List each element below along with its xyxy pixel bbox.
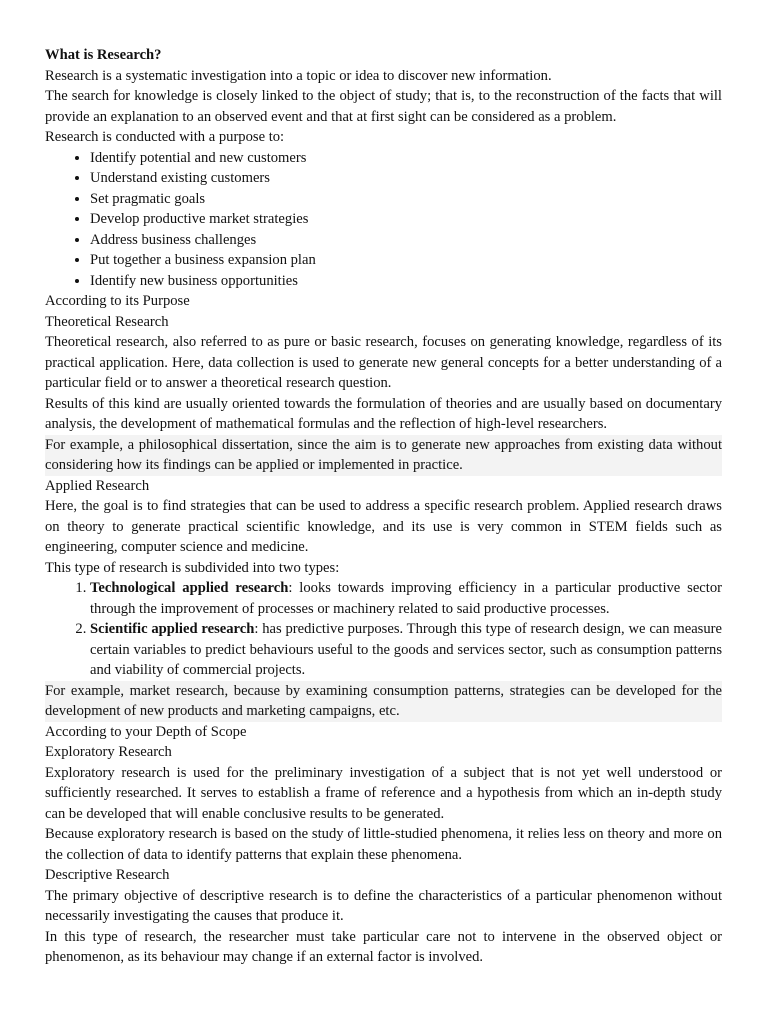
applied-paragraph-1: Here, the goal is to find strategies that can be used to address a specific research problem. Applied research draws on theory to generate practical scientific knowledge, and its use is very common in STEM fields such as engineering, computer science and medicine. [45, 498, 722, 555]
list-item [90, 578, 722, 619]
type-description: : has predictive purposes. Through this type of research design, we can measure certain variables to predict behaviours useful to the goods and services sector, such as consumption patterns and viability of commercial projects. [90, 621, 722, 678]
descriptive-paragraph-2: In this type of research, the researcher must take particular care not to intervene in the observed object or phenomenon, as its behaviour may change if an external factor is involved. [45, 928, 722, 965]
document-heading: What is Research? [45, 47, 162, 63]
exploratory-research-title: Exploratory Research [45, 744, 172, 760]
list-item: • Develop productive market strategies [90, 209, 722, 230]
list-item: • Identify potential and new customers [90, 148, 722, 169]
descriptive-research-title: Descriptive Research [45, 867, 170, 883]
list-item: • Identify new business opportunities [90, 271, 722, 292]
type-term: Technological applied research [90, 580, 289, 596]
exploratory-paragraph-2: Because exploratory research is based on the study of little-studied phenomena, it relies less on theory and more on the collection of data to identify patterns that explain these phenomena. [45, 826, 722, 863]
list-item [90, 619, 722, 681]
intro-paragraph-1: Research is a systematic investigation into a topic or idea to discover new information. [45, 67, 552, 84]
exploratory-paragraph-1: Exploratory research is used for the preliminary investigation of a subject that is not yet well understood or sufficiently researched. It serves to establish a frame of reference and a hypothesis from which an in-depth study can be developed that will enable conclusive results to be generated. [45, 764, 722, 822]
descriptive-paragraph-1: The primary objective of descriptive research is to define the characteristics of a particular phenomenon without necessarily investigating the causes that produce it. [45, 887, 722, 924]
list-item: • Understand existing customers [90, 168, 722, 189]
purpose-intro: Research is conducted with a purpose to: [45, 129, 285, 145]
intro-paragraph-2: The search for knowledge is closely linked to the object of study; that is, to the reconstruction of the facts that will provide an explanation to an observed event and that at first sight can be considered as a problem. [45, 88, 722, 125]
applied-subdivided-intro: This type of research is subdivided into two types: [45, 559, 340, 576]
list-item: • Put together a business expansion plan [90, 250, 722, 271]
theoretical-paragraph-1: Theoretical research, also referred to as pure or basic research, focuses on generating knowledge, regardless of its practical application. Here, data collection is used to generate new general concepts for a better understanding of a particular field or to answer a theoretical research question. [45, 334, 722, 391]
list-item: • Set pragmatic goals [90, 189, 722, 210]
theoretical-example: For example, a philosophical dissertation, since the aim is to generate new approaches from existing data without considering how its findings can be applied or implemented in practice. [45, 435, 722, 476]
type-description: : looks towards improving efficiency in a particular productive sector through the improvement of processes or machinery related to said productive processes. [90, 580, 722, 617]
theoretical-paragraph-2: Results of this kind are usually oriented towards the formulation of theories and are usually based on documentary analysis, the development of mathematical formulas and the reflection of high-level researchers. [45, 395, 722, 432]
purpose-list [45, 148, 722, 292]
section-heading-depth: According to your Depth of Scope [45, 723, 247, 740]
list-item: • Address business challenges [90, 230, 722, 251]
section-heading-purpose: According to its Purpose [45, 293, 190, 309]
applied-types-list [45, 578, 722, 681]
theoretical-research-title: Theoretical Research [45, 313, 169, 330]
applied-research-title: Applied Research [45, 477, 150, 494]
applied-example: For example, market research, because by examining consumption patterns, strategies can be developed for the development of new products and marketing campaigns, etc. [45, 681, 722, 722]
type-term: Scientific applied research [90, 621, 255, 637]
